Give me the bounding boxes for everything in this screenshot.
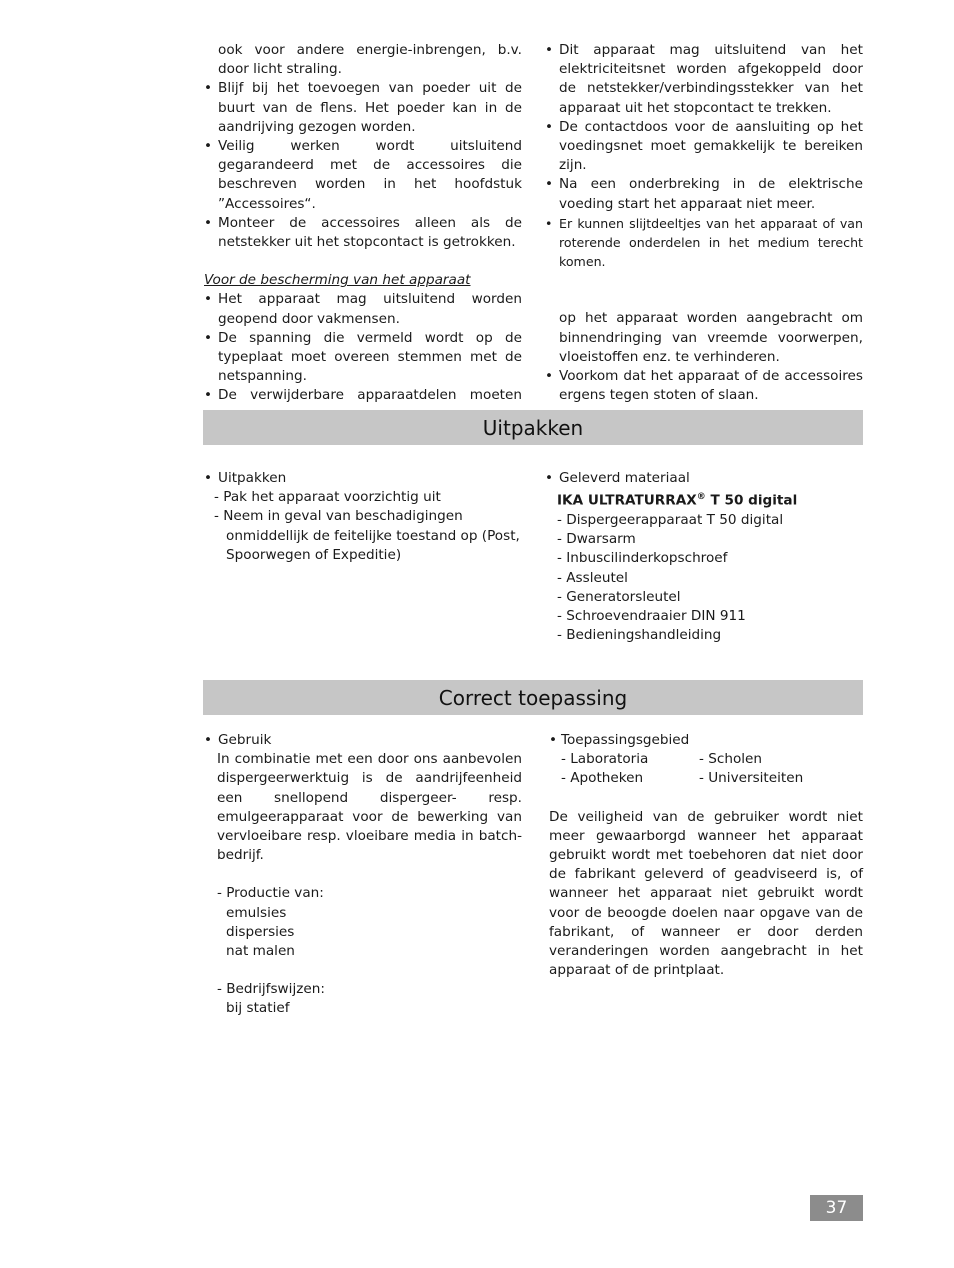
product-name: IKA ULTRATURRAX® T 50 digital <box>557 492 798 509</box>
list-subitem: bij statief <box>226 1000 290 1017</box>
list-row: - Laboratoria - Scholen <box>561 751 763 768</box>
top-left-column <box>204 41 522 425</box>
bullet: • <box>545 470 554 486</box>
top-right-column <box>545 41 863 405</box>
bullet: • <box>204 291 213 308</box>
section-header-correct-toepassing <box>203 680 863 715</box>
list-item: • Uitpakken <box>204 469 522 488</box>
bullet: • <box>204 80 213 97</box>
page-number: 37 <box>810 1195 863 1221</box>
list-subitem: - Productie van: <box>217 885 324 902</box>
uitpakken-right-column <box>545 469 863 645</box>
subheading: Voor de bescherming van het apparaat <box>204 272 471 289</box>
list-subitem: emulsies <box>226 904 287 921</box>
toepassing-right-column <box>549 731 863 980</box>
paragraph: In combinatie met een door ons aanbevolen dispergeerwerktuig is de aandrijfeenheid een snellopend dispergeer- resp. emulgeerapparaat voor de bewerking van vervloeibare resp. vloeibare media in batch-bedrijf. <box>217 751 522 864</box>
list-subitem: - Assleutel <box>557 569 628 586</box>
list-item: • Na een onderbreking in de elektrische voeding start het apparaat niet meer. <box>545 175 863 213</box>
list-item: • Geleverd materiaal <box>545 469 863 488</box>
bullet: • <box>545 118 554 135</box>
list-subitem: - Generatorsleutel <box>557 588 681 605</box>
list-subitem: - Pak het apparaat voorzichtig uit <box>214 489 441 506</box>
section-title: Correct toepassing <box>438 685 628 710</box>
list-item: • Dit apparaat mag uitsluitend van het elektriciteitsnet worden afgekoppeld door de netstekker/verbindingsstekker van het apparaat uit het stopcontact te trekken. <box>545 41 863 118</box>
list-item: • Veilig werken wordt uitsluitend gegarandeerd met de accessoires die beschreven worden in het hoofdstuk ”Accessoires“. <box>204 137 522 214</box>
list-item: • Monteer de accessoires alleen als de netstekker uit het stopcontact is getrokken. <box>204 214 522 252</box>
bullet: • <box>545 215 553 231</box>
list-item: • Toepassingsgebied <box>549 731 863 750</box>
list-row: - Apotheken - Universiteiten <box>561 770 804 787</box>
list-item: • Er kunnen slijtdeeltjes van het apparaat of van roterende onderdelen in het medium terecht komen. <box>545 214 863 272</box>
list-subitem: dispersies <box>226 923 295 940</box>
uitpakken-left-column <box>204 469 522 565</box>
list-subitem: nat malen <box>226 943 295 960</box>
bullet: • <box>204 732 213 748</box>
section-header-uitpakken <box>203 410 863 445</box>
list-subitem: - Dwarsarm <box>557 531 636 548</box>
list-subitem: - Schroevendraaier DIN 911 <box>557 607 746 624</box>
bullet: • <box>549 732 558 748</box>
list-subitem: - Dispergeerapparaat T 50 digital <box>557 511 784 528</box>
bullet: • <box>545 42 554 58</box>
list-item: • Voorkom dat het apparaat of de accessoires ergens tegen stoten of slaan. <box>545 367 863 405</box>
bullet: • <box>204 214 213 231</box>
list-item: • De spanning die vermeld wordt op de typeplaat moet overeen stemmen met de netspanning. <box>204 329 522 387</box>
list-item: • Blijf bij het toevoegen van poeder uit de buurt van de flens. Het poeder kan in de aandrijving gezogen worden. <box>204 79 522 137</box>
list-subitem: - Bedrijfswijzen: <box>217 981 325 998</box>
paragraph-continuation: op het apparaat worden aangebracht om binnendringing van vreemde voorwerpen, vloeistoffen enz. te verhinderen. <box>559 310 863 365</box>
bullet: • <box>545 176 554 193</box>
list-subitem: - Inbuscilinderkopschroef <box>557 550 728 567</box>
list-item: • Het apparaat mag uitsluitend worden geopend door vakmensen. <box>204 290 522 328</box>
bullet: • <box>204 387 213 404</box>
bullet: • <box>204 470 213 486</box>
toepassing-left-column <box>204 731 522 1019</box>
paragraph-continuation: ook voor andere energie-inbrengen, b.v. door licht straling. <box>218 42 522 78</box>
section-title: Uitpakken <box>482 415 584 440</box>
list-item: • De verwijderbare apparaatdelen moeten <box>204 386 522 424</box>
paragraph: De veiligheid van de gebruiker wordt niet meer gewaarborgd wanneer het apparaat gebruikt wordt met toebehoren dat niet door de fabrikant geleverd of geadviseerd is, of wanneer het apparaat niet gebruikt wordt voor de beoogde doelen naar opgave van de fabrikant, of wanneer er door derden veranderingen worden aangebracht in het apparaat of de printplaat. <box>549 808 863 979</box>
list-item: • De contactdoos voor de aansluiting op het voedingsnet moet gemakkelijk te bereiken zijn. <box>545 118 863 176</box>
bullet: • <box>204 138 213 155</box>
list-item: • Gebruik <box>204 731 522 750</box>
list-subitem: - Bedieningshandleiding <box>557 627 722 644</box>
bullet: • <box>204 329 213 346</box>
bullet: • <box>545 368 554 385</box>
list-subitem: - Neem in geval van beschadigingen onmiddellijk de feitelijke toestand op (Post, Spoorwegen of Expeditie) <box>214 508 520 563</box>
